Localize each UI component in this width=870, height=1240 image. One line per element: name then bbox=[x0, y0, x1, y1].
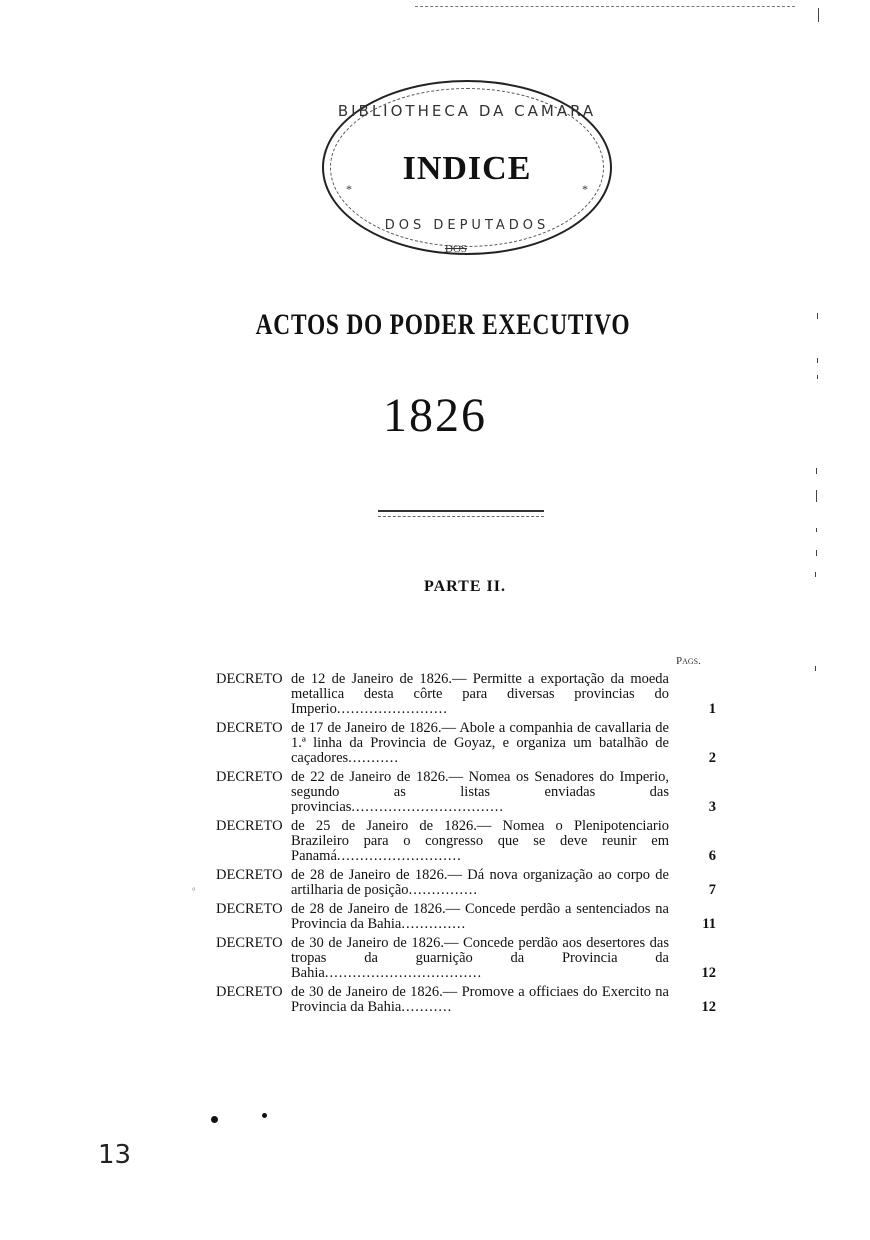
toc-entry[interactable] bbox=[216, 902, 720, 932]
toc-entry[interactable] bbox=[216, 819, 720, 864]
toc-entry[interactable] bbox=[216, 985, 720, 1015]
right-edge-mark bbox=[816, 550, 817, 556]
entry-description: de 30 de Janeiro de 1826.— Concede perdão aos desertores das tropas da guarnição da Provincia da Bahia.................................. bbox=[291, 935, 669, 981]
right-edge-mark bbox=[817, 375, 818, 379]
entry-type: DECRETO bbox=[216, 818, 283, 834]
index-title: INDICE bbox=[402, 150, 532, 187]
page-title: ACTOS DO PODER EXECUTIVO bbox=[255, 308, 631, 341]
part-heading: PARTE II. bbox=[424, 578, 506, 595]
entry-description: de 30 de Janeiro de 1826.— Promove a officiaes do Exercito na Provincia da Bahia........... bbox=[291, 984, 669, 1015]
entry-page-number: 11 bbox=[702, 916, 716, 932]
scan-speck: ° bbox=[192, 886, 196, 896]
toc-entry[interactable] bbox=[216, 672, 720, 717]
right-edge-mark bbox=[816, 490, 817, 502]
entry-description: de 28 de Janeiro de 1826.— Dá nova organização ao corpo de artilharia de posição............... bbox=[291, 867, 669, 898]
star-icon: * bbox=[582, 182, 588, 196]
star-icon: * bbox=[346, 182, 352, 196]
pages-column-label: Pags. bbox=[676, 655, 701, 667]
entry-page-number: 12 bbox=[701, 965, 716, 981]
right-edge-mark bbox=[815, 572, 816, 577]
handwritten-folio-number: 13 bbox=[98, 1140, 132, 1170]
right-edge-mark bbox=[817, 313, 818, 319]
library-stamp bbox=[322, 80, 612, 255]
entry-page-number: 3 bbox=[708, 799, 716, 815]
year-heading: 1826 bbox=[383, 389, 487, 442]
ornamental-divider bbox=[378, 510, 544, 517]
stamp-arc-bottom-text: DOS DEPUTADOS bbox=[384, 218, 550, 233]
entry-type: DECRETO bbox=[216, 935, 283, 951]
toc-entry[interactable] bbox=[216, 936, 720, 981]
entry-page-number: 2 bbox=[708, 750, 716, 766]
entry-page-number: 6 bbox=[708, 848, 716, 864]
right-edge-mark bbox=[816, 468, 817, 474]
stamp-arc-top-text: BIBLIOTHECA DA CAMARA bbox=[337, 102, 597, 120]
entry-description: de 25 de Janeiro de 1826.— Nomea o Plenipotenciario Brazileiro para o congresso que se deve reunir em Panamá........................... bbox=[291, 818, 669, 864]
entry-type: DECRETO bbox=[216, 720, 283, 736]
entry-type: DECRETO bbox=[216, 769, 283, 785]
right-edge-mark bbox=[816, 528, 817, 532]
entry-description: de 22 de Janeiro de 1826.— Nomea os Senadores do Imperio, segundo as listas enviadas das provincias................................. bbox=[291, 769, 669, 815]
entry-page-number: 7 bbox=[708, 882, 716, 898]
right-edge-mark bbox=[818, 8, 819, 22]
ink-dot bbox=[262, 1113, 267, 1118]
entry-page-number: 1 bbox=[708, 701, 716, 717]
right-edge-mark bbox=[817, 358, 818, 363]
toc-entry[interactable] bbox=[216, 770, 720, 815]
toc-entry[interactable] bbox=[216, 721, 720, 766]
entry-description: de 28 de Janeiro de 1826.— Concede perdão a sentenciados na Provincia da Bahia.............. bbox=[291, 901, 669, 932]
entry-description: de 17 de Janeiro de 1826.— Abole a companhia de cavallaria de 1.ª linha da Provincia de Goyaz, e organiza um batalhão de caçadores........... bbox=[291, 720, 669, 766]
entry-description: de 12 de Janeiro de 1826.— Permitte a exportação da moeda metallica desta côrte para diversas provincias do Imperio........................ bbox=[291, 671, 669, 717]
top-edge-rule bbox=[415, 6, 795, 7]
entry-type: DECRETO bbox=[216, 671, 283, 687]
ink-dot bbox=[211, 1116, 218, 1123]
table-of-contents bbox=[216, 672, 720, 1019]
right-edge-mark bbox=[815, 666, 816, 671]
entry-page-number: 12 bbox=[701, 999, 716, 1015]
entry-type: DECRETO bbox=[216, 901, 283, 917]
toc-entry[interactable] bbox=[216, 868, 720, 898]
stamp-under-text: DOS bbox=[445, 243, 468, 255]
entry-type: DECRETO bbox=[216, 984, 283, 1000]
entry-type: DECRETO bbox=[216, 867, 283, 883]
